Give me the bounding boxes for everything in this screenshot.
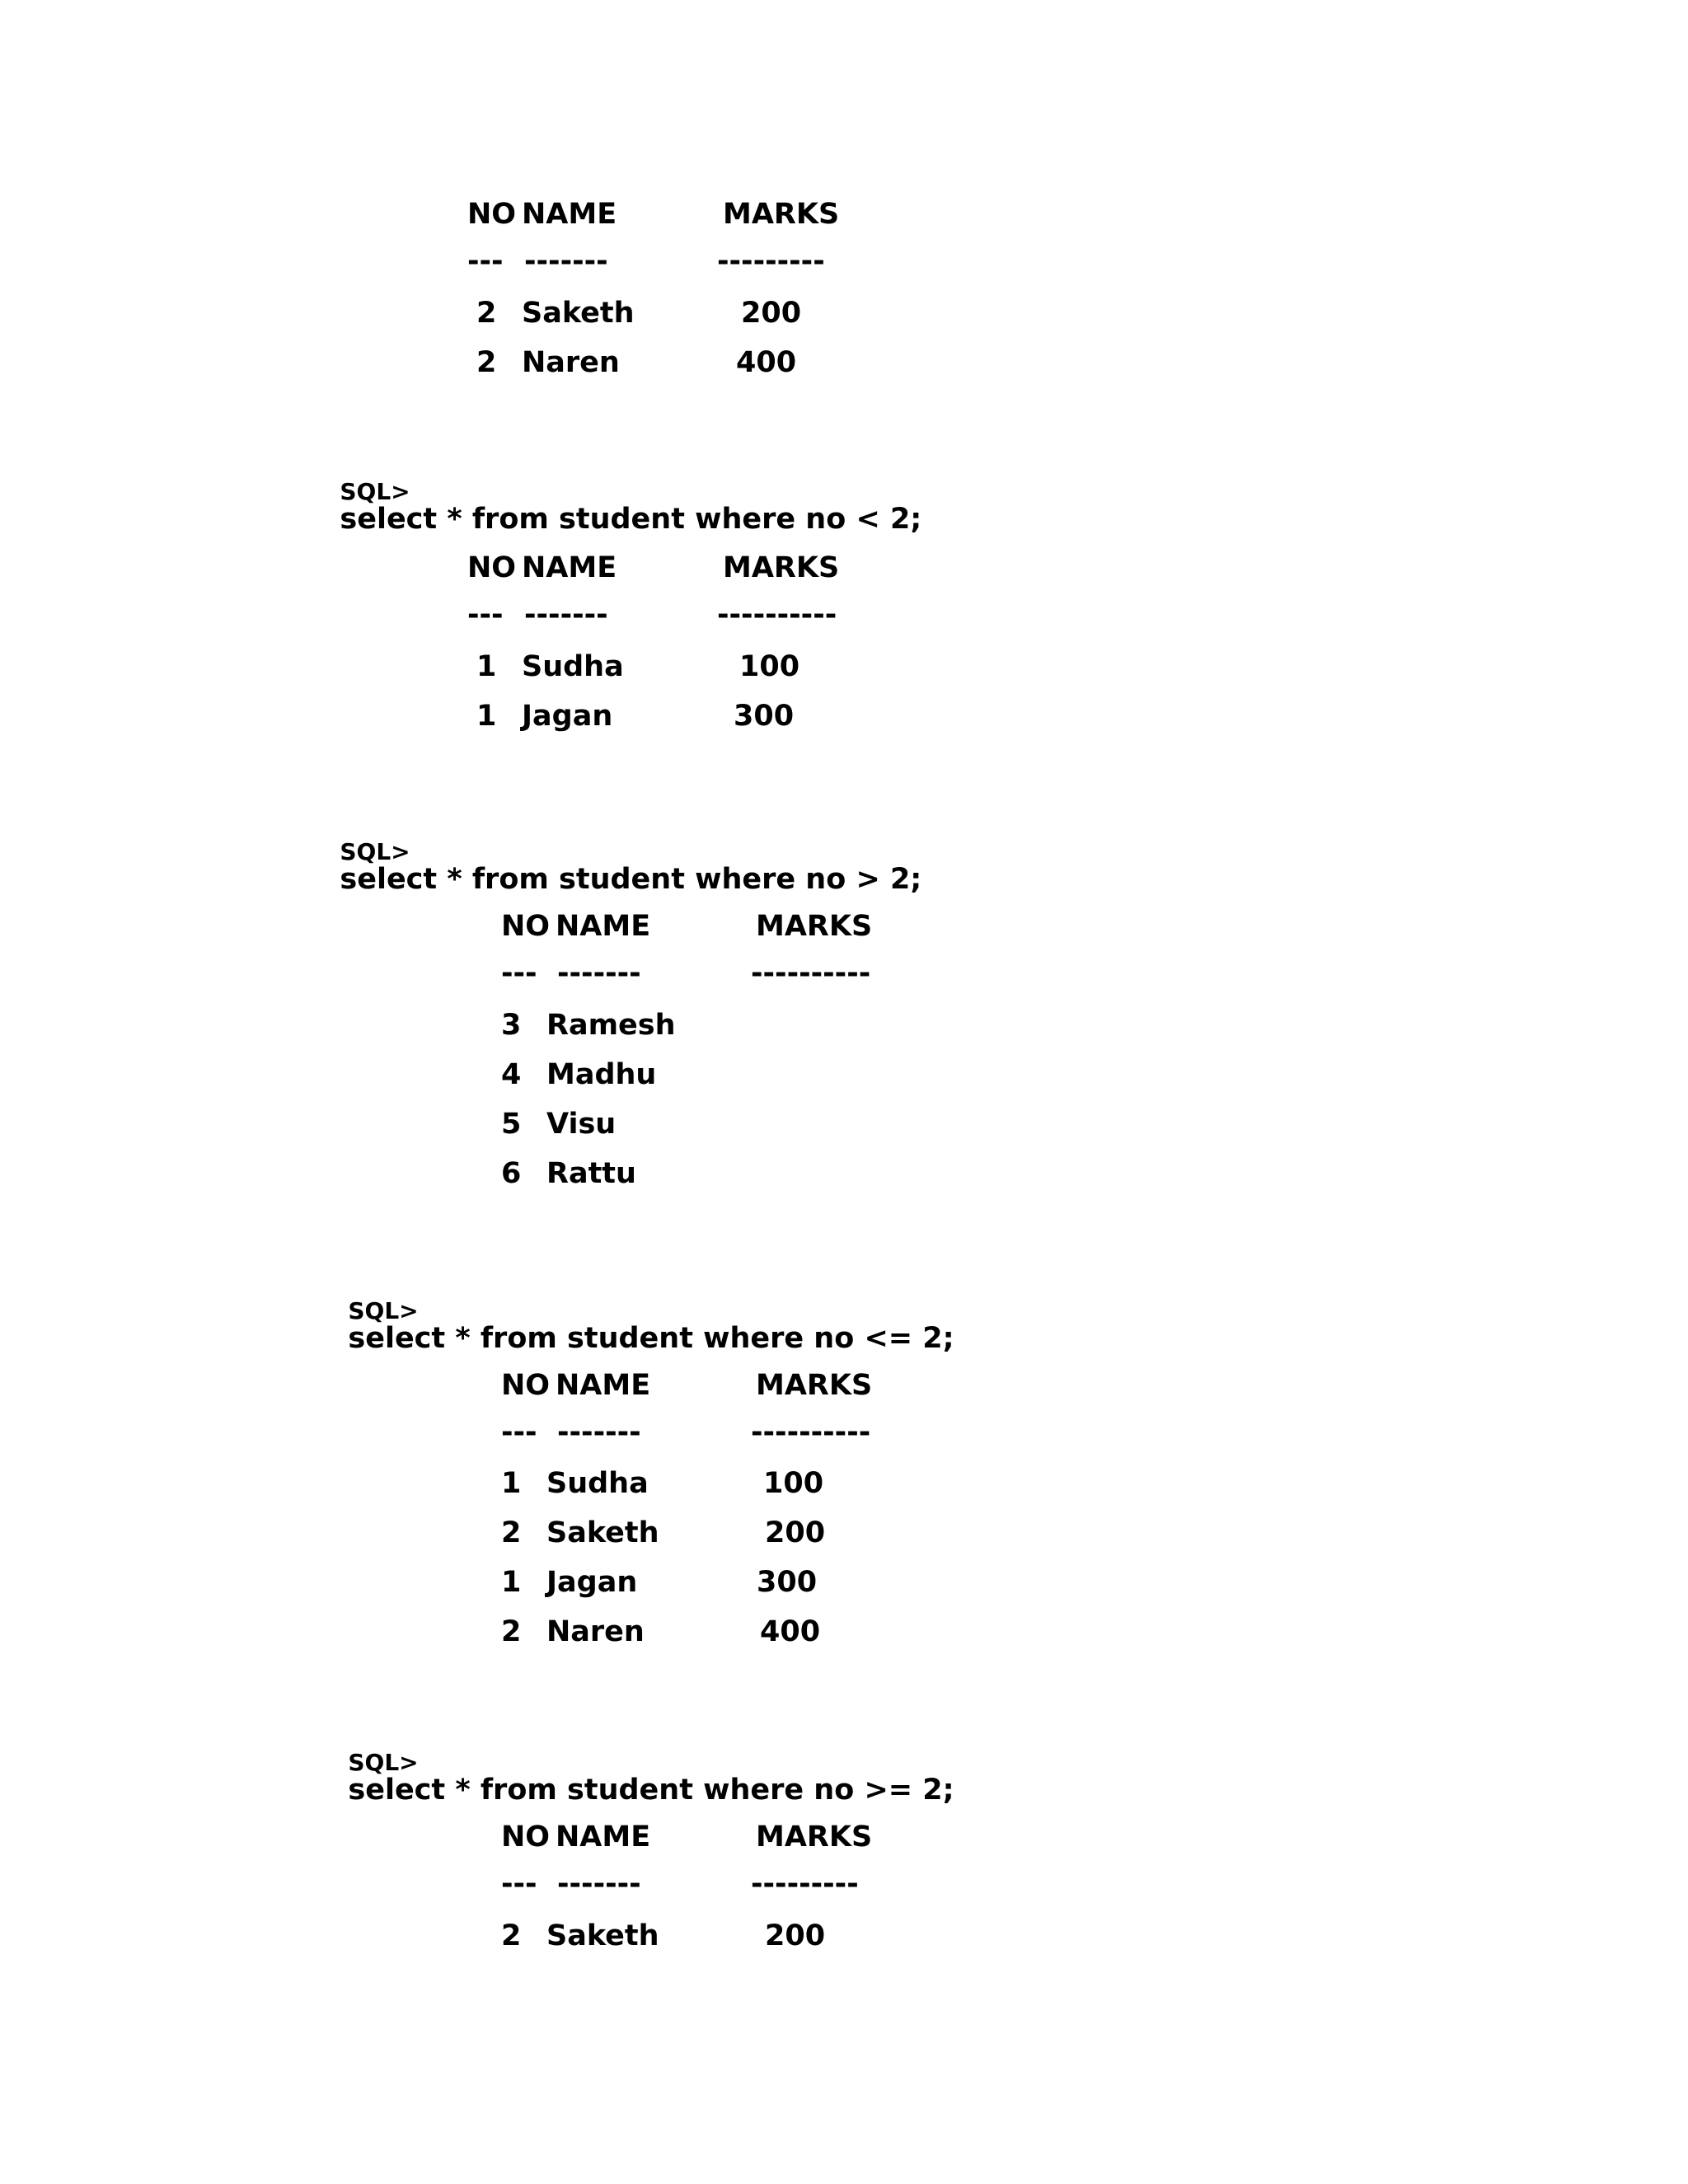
header-no: NO [501,1821,551,1854]
separator-name: ------- [524,245,608,278]
cell-marks: 100 [763,1467,824,1500]
header-marks: MARKS [723,551,840,584]
sql-query-text: select * from student where no <= 2; [348,1322,954,1355]
header-marks: MARKS [723,198,840,231]
separator-marks: ---------- [751,957,871,990]
cell-no: 2 [476,297,497,330]
cell-name: Visu [546,1108,617,1141]
header-name: NAME [556,1821,651,1854]
cell-name: Rattu [546,1157,636,1190]
separator-no: --- [501,1868,537,1900]
header-name: NAME [522,551,617,584]
header-name: NAME [556,910,651,943]
sql-prompt: SQL> [348,1297,419,1324]
cell-name: Sudha [522,650,624,683]
cell-no: 1 [501,1467,522,1500]
cell-name: Jagan [522,700,613,733]
cell-no: 1 [501,1566,522,1599]
separator-name: ------- [524,598,608,631]
cell-name: Sudha [546,1467,649,1500]
separator-no: --- [467,245,504,278]
sql-query-line [320,448,921,534]
separator-marks: ---------- [751,1416,871,1449]
sql-query-text: select * from student where no < 2; [340,503,922,536]
cell-no: 4 [501,1058,522,1091]
separator-name: ------- [557,1416,641,1449]
sql-query-line [320,808,921,894]
header-no: NO [467,198,517,231]
cell-name: Saketh [546,1919,659,1952]
cell-no: 5 [501,1108,522,1141]
sql-prompt: SQL> [348,1749,419,1776]
separator-marks: --------- [717,245,825,278]
cell-name: Saketh [522,297,635,330]
cell-name: Ramesh [546,1009,676,1042]
sql-prompt: SQL> [340,838,410,865]
cell-no: 1 [476,700,497,733]
cell-no: 1 [476,650,497,683]
cell-marks: 200 [741,297,802,330]
cell-no: 6 [501,1157,522,1190]
header-no: NO [501,910,551,943]
cell-name: Naren [522,346,620,379]
cell-no: 2 [476,346,497,379]
separator-no: --- [501,1416,537,1449]
cell-no: 3 [501,1009,522,1042]
cell-marks: 300 [757,1566,818,1599]
cell-name: Madhu [546,1058,657,1091]
separator-marks: --------- [751,1868,859,1900]
header-name: NAME [522,198,617,231]
sql-query-text: select * from student where no >= 2; [348,1774,954,1807]
sql-query-text: select * from student where no > 2; [340,863,922,896]
cell-marks: 400 [736,346,797,379]
cell-no: 2 [501,1615,522,1648]
sql-query-line [328,1718,954,1805]
cell-marks: 200 [765,1516,826,1549]
separator-no: --- [467,598,504,631]
sql-prompt: SQL> [340,478,410,505]
separator-no: --- [501,957,537,990]
cell-marks: 400 [760,1615,821,1648]
header-no: NO [467,551,517,584]
header-name: NAME [556,1369,651,1402]
separator-name: ------- [557,1868,641,1900]
header-marks: MARKS [756,1369,873,1402]
cell-name: Naren [546,1615,645,1648]
cell-marks: 300 [734,700,795,733]
cell-name: Jagan [546,1566,638,1599]
cell-name: Saketh [546,1516,659,1549]
header-marks: MARKS [756,910,873,943]
cell-no: 2 [501,1516,522,1549]
sql-query-line [328,1267,954,1353]
header-no: NO [501,1369,551,1402]
header-marks: MARKS [756,1821,873,1854]
separator-marks: ---------- [717,598,837,631]
separator-name: ------- [557,957,641,990]
cell-no: 2 [501,1919,522,1952]
cell-marks: 100 [739,650,800,683]
cell-marks: 200 [765,1919,826,1952]
